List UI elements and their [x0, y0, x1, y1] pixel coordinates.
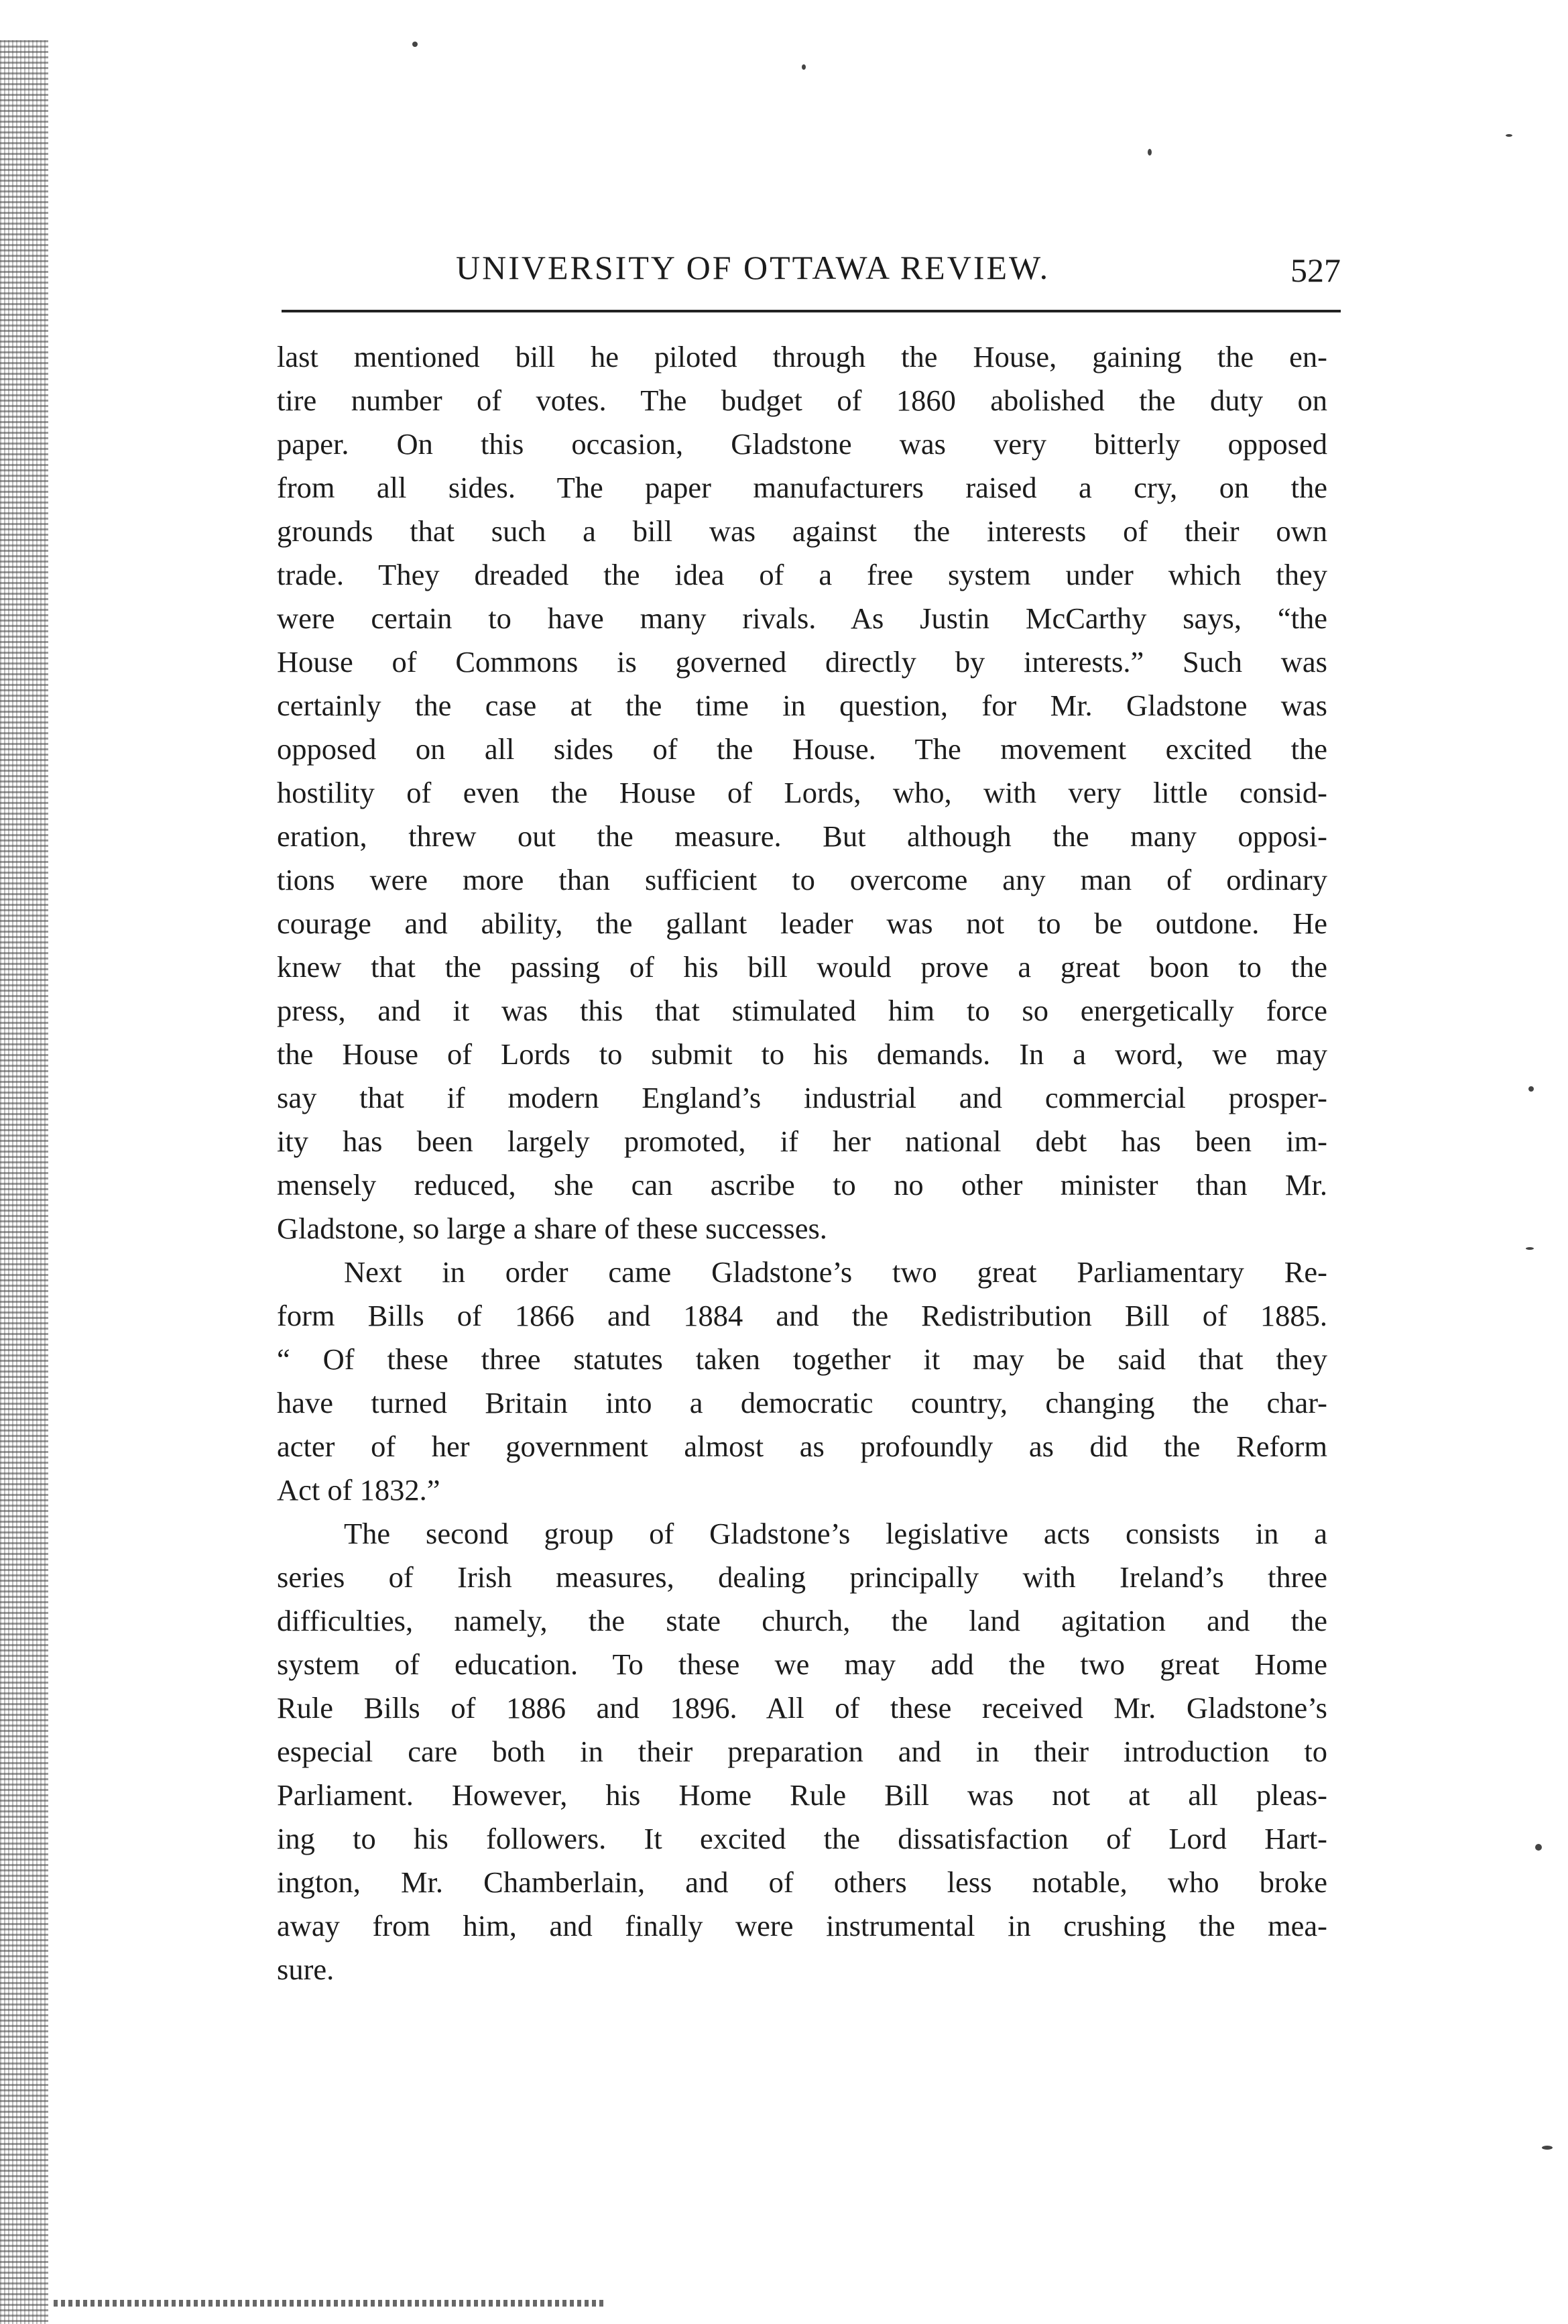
text-line: especial care both in their preparation and in their introduction to	[277, 1735, 1327, 1768]
scan-speck	[1528, 1086, 1534, 1092]
text-line: ing to his followers. It excited the dissatisfaction of Lord Hart-	[277, 1822, 1327, 1855]
text-line: ity has been largely promoted, if her national debt has been im-	[277, 1124, 1327, 1158]
text-line: last mentioned bill he piloted through the House, gaining the en-	[277, 340, 1327, 373]
text-line: from all sides. The paper manufacturers raised a cry, on the	[277, 471, 1327, 504]
text-line: difficulties, namely, the state church, the land agitation and the	[277, 1604, 1327, 1637]
text-line: were certain to have many rivals. As Justin McCarthy says, “the	[277, 601, 1327, 635]
text-line: press, and it was this that stimulated him to so energetically force	[277, 994, 1327, 1027]
text-line: have turned Britain into a democratic country, changing the char-	[277, 1386, 1327, 1419]
text-line: say that if modern England’s industrial and commercial prosper-	[277, 1081, 1327, 1114]
page-header	[282, 248, 1341, 302]
scan-speck	[802, 64, 806, 70]
text-line: “ Of these three statutes taken together it may be said that they	[277, 1342, 1327, 1376]
scan-speck	[1526, 1247, 1534, 1250]
scan-speck	[1542, 2146, 1553, 2150]
paragraph	[277, 1512, 1327, 1991]
text-line: form Bills of 1866 and 1884 and the Redistribution Bill of 1885.	[277, 1299, 1327, 1332]
text-line: courage and ability, the gallant leader was not to be outdone. He	[277, 907, 1327, 940]
text-line: Rule Bills of 1886 and 1896. All of these received Mr. Gladstone’s	[277, 1691, 1327, 1725]
scan-speck	[1506, 134, 1512, 137]
text-line: Next in order came Gladstone’s two great Parliamentary Re-	[344, 1255, 1327, 1289]
page-binding-edge	[0, 40, 48, 2324]
text-line: system of education. To these we may add the two great Home	[277, 1647, 1327, 1681]
text-line: mensely reduced, she can ascribe to no other minister than Mr.	[277, 1168, 1327, 1202]
text-line: Parliament. However, his Home Rule Bill was not at all pleas-	[277, 1778, 1327, 1812]
running-title: UNIVERSITY OF OTTAWA REVIEW.	[456, 249, 1050, 286]
text-line: House of Commons is governed directly by interests.” Such was	[277, 645, 1327, 679]
text-line: eration, threw out the measure. But although the many opposi-	[277, 819, 1327, 853]
text-line: hostility of even the House of Lords, who, with very little consid-	[277, 776, 1327, 809]
scan-speck	[412, 42, 418, 47]
text-line: the House of Lords to submit to his demands. In a word, we may	[277, 1037, 1327, 1071]
text-line: certainly the case at the time in question, for Mr. Gladstone was	[277, 689, 1327, 722]
text-line: The second group of Gladstone’s legislative acts consists in a	[344, 1517, 1327, 1550]
text-line: paper. On this occasion, Gladstone was very bitterly opposed	[277, 427, 1327, 461]
page-bottom-edge	[54, 2300, 603, 2307]
text-line: away from him, and finally were instrumental in crushing the mea-	[277, 1909, 1327, 1942]
text-line: grounds that such a bill was against the interests of their own	[277, 514, 1327, 548]
text-line: ington, Mr. Chamberlain, and of others less notable, who broke	[277, 1865, 1327, 1899]
text-line: trade. They dreaded the idea of a free system under which they	[277, 558, 1327, 591]
scan-speck	[1148, 149, 1152, 156]
text-line: Gladstone, so large a share of these successes.	[277, 1212, 827, 1245]
text-line: Act of 1832.”	[277, 1473, 440, 1507]
text-line: tions were more than sufficient to overcome any man of ordinary	[277, 863, 1327, 896]
paragraph	[277, 1251, 1327, 1512]
text-line: acter of her government almost as profoundly as did the Reform	[277, 1430, 1327, 1463]
text-line: sure.	[277, 1953, 335, 1986]
text-line: tire number of votes. The budget of 1860 abolished the duty on	[277, 384, 1327, 417]
scan-speck	[1535, 1844, 1542, 1851]
text-line: opposed on all sides of the House. The movement excited the	[277, 732, 1327, 766]
paragraph	[277, 335, 1327, 1251]
text-line: knew that the passing of his bill would prove a great boon to the	[277, 950, 1327, 984]
header-rule	[282, 310, 1341, 312]
page-number: 527	[1290, 251, 1341, 289]
text-line: series of Irish measures, dealing principally with Ireland’s three	[277, 1560, 1327, 1594]
article-body	[277, 335, 1327, 1991]
